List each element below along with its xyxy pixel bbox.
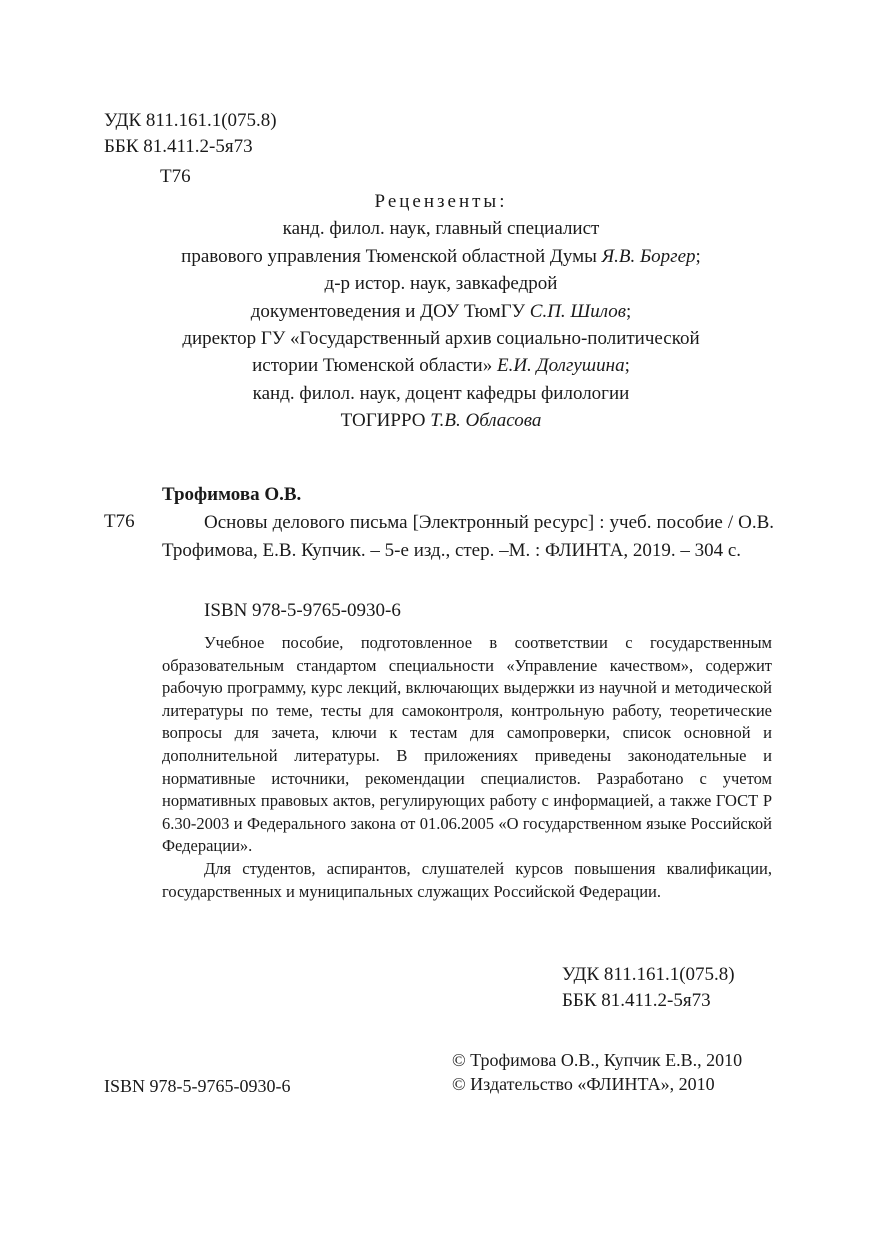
reviewer-1-position: канд. филол. наук, главный специалист [282,218,600,240]
copyright-publisher: © Издательство «ФЛИНТА», 2010 [452,1074,715,1094]
footer-bbk: ББК 81.411.2-5я73 [562,990,711,1011]
catalog-author: Трофимова О.В. [162,484,302,505]
reviewer-3-suffix: ; [624,355,630,377]
reviewers-block [80,188,802,435]
reviewer-2-org-text: документоведения и ДОУ ТюмГУ [250,300,530,322]
reviewer-1-suffix: ; [695,245,701,267]
footer-udk: УДК 811.161.1(075.8) [562,964,735,985]
reviewer-4-position: канд. филол. наук, доцент кафедры филологии [252,382,630,404]
header-udk: УДК 811.161.1(075.8) [104,110,277,131]
reviewers-heading: Рецензенты: [374,191,508,212]
reviewer-1-org-text: правового управления Тюменской областной Думы [181,245,602,267]
header-author-code: Т76 [160,166,191,187]
copyright-authors: © Трофимова О.В., Купчик Е.В., 2010 [452,1050,743,1070]
annotation-paragraph-2: Для студентов, аспирантов, слушателей курсов повышения квалификации, государственных и муниципальных служащих Российской Федерации. [162,858,772,901]
annotation-block [162,632,772,903]
reviewer-3-position: директор ГУ «Государственный архив социально-политической [182,328,700,350]
footer-isbn: ISBN 978-5-9765-0930-6 [104,1076,291,1096]
reviewer-2-suffix: ; [626,300,632,322]
reviewer-3-name: Е.И. Долгушина [496,355,625,377]
reviewer-2-organization [80,298,802,325]
annotation-paragraph-1: Учебное пособие, подготовленное в соответствии с государственным образовательным стандартом специальности «Управление качеством», содержит рабочую программу, курс лекций, включающих выдержки из научной и методической литературы по теме, тесты для самоконтроля, контрольную работу, теоретические вопросы для зачета, ключи к тестам для самопроверки, список основной и дополнительной литературы. В приложениях приведены законодательные и нормативные источники, рекомендации специалистов. Разработано с учетом нормативных правовых актов, регулирующих работу с информацией, а также ГОСТ Р 6.30-2003 и Федерального закона от 01.06.2005 «О государственном языке Российской Федерации». [162,633,772,856]
reviewer-3-organization [80,352,802,379]
reviewer-3-org-text: истории Тюменской области» [252,355,497,377]
reviewer-4-org-text: ТОГИРРО [340,410,431,432]
reviewer-1-organization [80,243,802,270]
reviewer-1-name: Я.В. Боргер [601,245,696,267]
reviewer-2-position: д-р истор. наук, завкафедрой [324,273,558,295]
catalog-code: Т76 [104,511,135,532]
catalog-isbn: ISBN 978-5-9765-0930-6 [204,600,401,621]
reviewer-4-name: Т.В. Обласова [430,410,542,432]
reviewer-2-name: С.П. Шилов [529,300,627,322]
reviewer-4-organization [80,407,802,434]
header-bbk: ББК 81.411.2-5я73 [104,136,253,157]
catalog-bibliographic-description: Основы делового письма [Электронный ресурс] : учеб. пособие / О.В. Трофимова, Е.В. Купчик. – 5-е изд., стер. –М. : ФЛИНТА, 2019. – 304 с. [162,512,774,561]
